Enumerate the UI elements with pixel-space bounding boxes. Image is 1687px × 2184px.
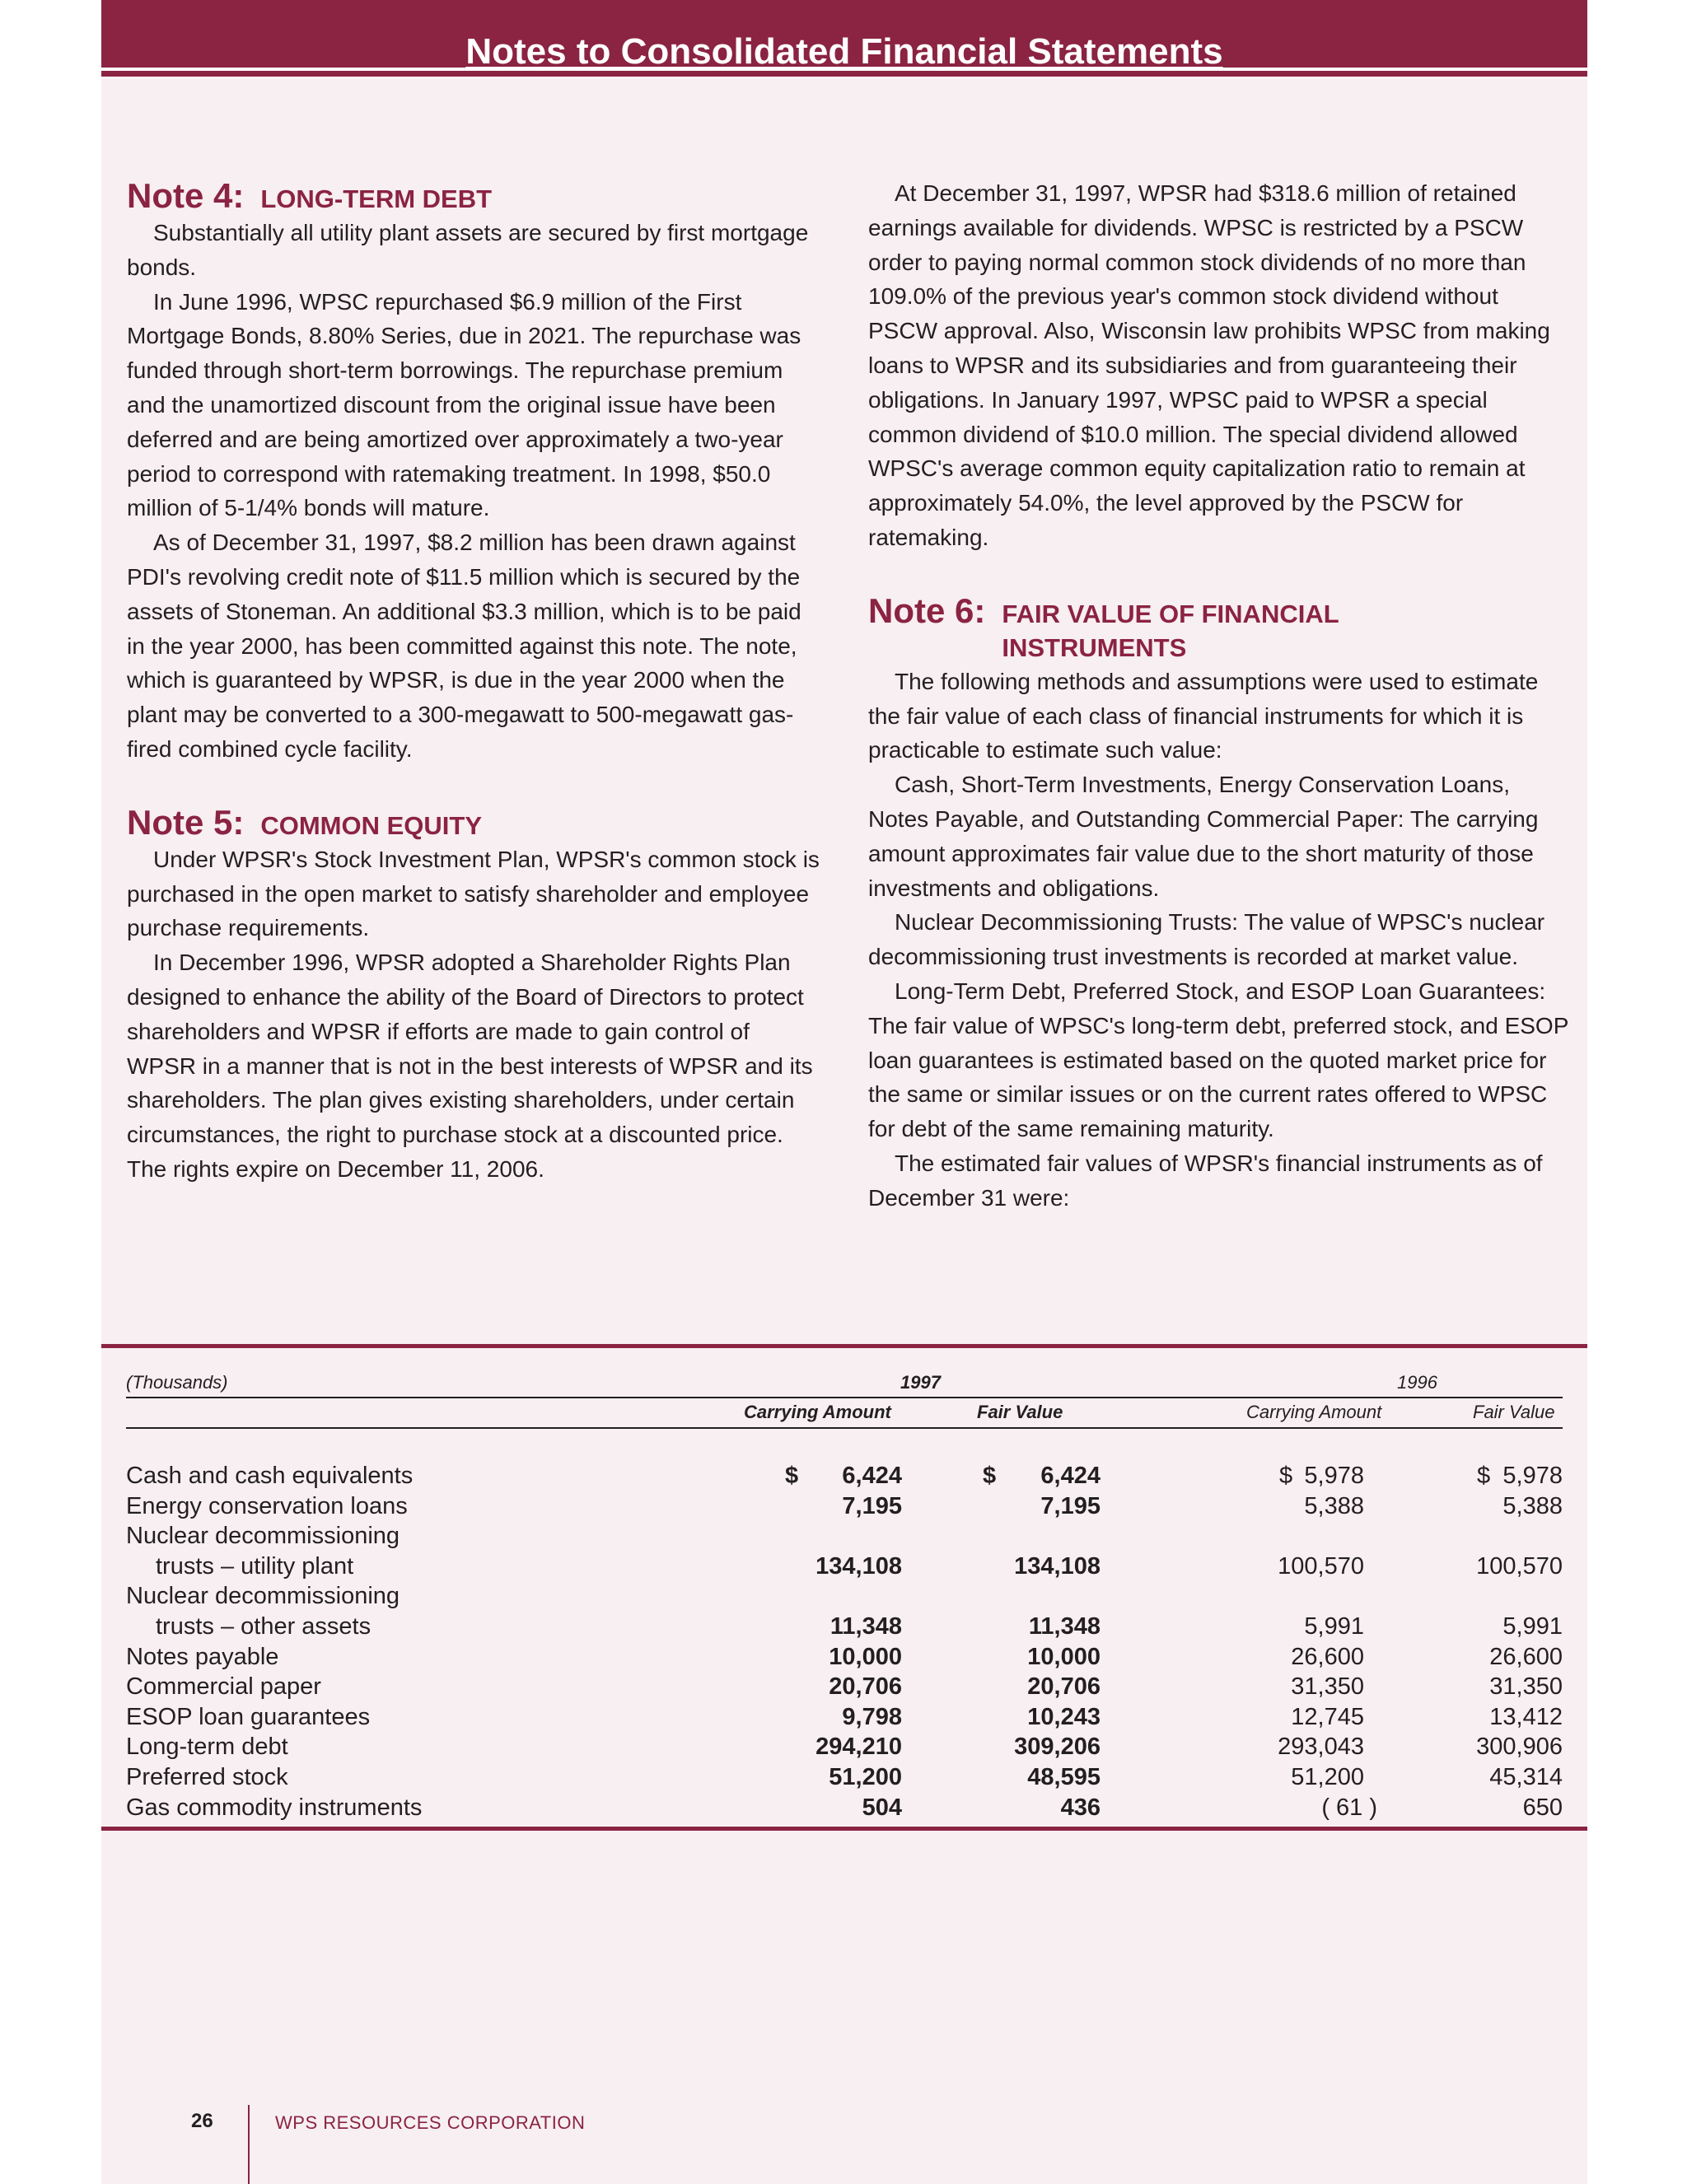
cell-fv97: 10,000 bbox=[1027, 1643, 1101, 1670]
note-6-number: Note 6: bbox=[868, 590, 986, 630]
cell-ca97: 11,348 bbox=[829, 1613, 902, 1640]
footer-company-name: WPS RESOURCES CORPORATION bbox=[275, 2112, 586, 2133]
row-label: Cash and cash equivalents bbox=[126, 1463, 414, 1489]
cell-fv97: 436 bbox=[1060, 1794, 1101, 1821]
cell-fv96: 5,978 bbox=[1502, 1463, 1563, 1489]
row-label: Notes payable bbox=[126, 1643, 279, 1670]
fair-value-table bbox=[101, 1344, 1587, 1830]
cell-fv96: 5,388 bbox=[1502, 1492, 1563, 1519]
note-4-number: Note 4: bbox=[127, 176, 245, 215]
currency-symbol: $ bbox=[1477, 1463, 1491, 1489]
table-year-1996: 1996 bbox=[1397, 1372, 1437, 1393]
currency-symbol: $ bbox=[1279, 1463, 1293, 1489]
cell-ca97: 9,798 bbox=[842, 1703, 902, 1730]
note-4-paragraph: Substantially all utility plant assets are secured by first mortgage bonds. bbox=[127, 220, 809, 280]
table-col-fair-1996: Fair Value bbox=[1473, 1402, 1555, 1422]
cell-ca97: 20,706 bbox=[829, 1673, 902, 1701]
note-4-heading bbox=[127, 176, 820, 216]
table-row bbox=[126, 1732, 1563, 1762]
note-6-paragraph: Nuclear Decommissioning Trusts: The value of WPSC's nuclear decommissioning trust investments is recorded at market value. bbox=[868, 909, 1545, 970]
cell-fv96: 31,350 bbox=[1489, 1673, 1563, 1701]
note-5-paragraph: In December 1996, WPSR adopted a Shareholder Rights Plan designed to enhance the ability of the Board of Directors to protect shareholders and WPSR if efforts are made to gain control of WPSR in a manner that is not in the best interests of WPSR and its shareholders. The plan gives existing shareholders, under certain circumstances, the right to purchase stock at a discounted price. The rights expire on December 11, 2006. bbox=[127, 950, 813, 1182]
note-6-paragraph: The following methods and assumptions were used to estimate the fair value of each class of financial instruments for which it is practicable to estimate such value: bbox=[868, 668, 1539, 763]
row-label: Gas commodity instruments bbox=[126, 1794, 423, 1821]
page-title: Notes to Consolidated Financial Statements bbox=[465, 31, 1223, 72]
row-label: Preferred stock bbox=[126, 1764, 288, 1790]
table-row bbox=[126, 1552, 1563, 1582]
cell-fv97: 134,108 bbox=[1014, 1552, 1101, 1580]
row-label: ESOP loan guarantees bbox=[126, 1703, 371, 1730]
table-subheader-rule bbox=[126, 1427, 1563, 1429]
note-5-title: COMMON EQUITY bbox=[260, 810, 483, 840]
row-label: Energy conservation loans bbox=[126, 1492, 408, 1519]
note-6-paragraph: Cash, Short-Term Investments, Energy Conservation Loans, Notes Payable, and Outstanding Commercial Paper: The carrying amount approximates fair value due to the short maturity of those investments and obligations. bbox=[868, 772, 1539, 901]
cell-fv97: 11,348 bbox=[1028, 1613, 1101, 1640]
table-row bbox=[126, 1793, 1563, 1823]
cell-ca96: 26,600 bbox=[1291, 1643, 1364, 1670]
cell-ca96: 31,350 bbox=[1291, 1673, 1364, 1701]
row-label: Nuclear decommissioning bbox=[126, 1583, 400, 1610]
table-col-carrying-1997: Carrying Amount bbox=[744, 1402, 891, 1422]
left-column bbox=[127, 176, 820, 1187]
cell-ca96: ( 61 ) bbox=[1321, 1794, 1377, 1821]
note-6-paragraph: The estimated fair values of WPSR's financial instruments as of December 31 were: bbox=[868, 1150, 1543, 1211]
cell-fv97: 6,424 bbox=[1040, 1463, 1101, 1489]
cell-ca96: 293,043 bbox=[1278, 1734, 1364, 1761]
footer-divider bbox=[248, 2105, 250, 2184]
cell-ca96: 5,991 bbox=[1304, 1613, 1364, 1640]
cell-ca97: 7,195 bbox=[842, 1492, 902, 1519]
cell-fv97: 7,195 bbox=[1040, 1492, 1101, 1519]
table-row bbox=[126, 1672, 1563, 1702]
cell-ca97: 294,210 bbox=[815, 1734, 902, 1761]
cell-fv97: 309,206 bbox=[1014, 1734, 1101, 1761]
table-bottom-rule bbox=[101, 1827, 1587, 1831]
cell-fv97: 20,706 bbox=[1027, 1673, 1101, 1701]
table-row bbox=[126, 1461, 1563, 1491]
table-row bbox=[126, 1521, 1563, 1552]
row-label: trusts – other assets bbox=[156, 1613, 372, 1640]
cell-fv96: 300,906 bbox=[1476, 1734, 1563, 1761]
table-row bbox=[126, 1702, 1563, 1733]
cell-fv96: 5,991 bbox=[1502, 1613, 1563, 1640]
note-4-paragraph: As of December 31, 1997, $8.2 million has been drawn against PDI's revolving credit note of $11.5 million which is secured by the assets of Stoneman. An additional $3.3 million, which is to be paid in the year 2000, has been committed against this note. The note, which is guaranteed by WPSR, is due in the year 2000 when the plant may be converted to a 300-megawatt to 500-megawatt gas-fired combined cycle facility. bbox=[127, 530, 801, 762]
table-year-1997: 1997 bbox=[900, 1372, 941, 1393]
cell-ca96: 5,978 bbox=[1304, 1463, 1364, 1489]
note-5-heading bbox=[127, 803, 820, 842]
cell-ca96: 5,388 bbox=[1304, 1492, 1364, 1519]
table-col-fair-1997: Fair Value bbox=[977, 1402, 1063, 1422]
row-label: trusts – utility plant bbox=[156, 1552, 354, 1580]
row-label: Nuclear decommissioning bbox=[126, 1523, 400, 1550]
cell-ca96: 12,745 bbox=[1291, 1703, 1364, 1730]
cell-ca96: 100,570 bbox=[1278, 1552, 1364, 1580]
table-header-rule bbox=[126, 1397, 1563, 1398]
table-row bbox=[126, 1612, 1563, 1642]
table-row bbox=[126, 1762, 1563, 1793]
note-6-paragraph: Long-Term Debt, Preferred Stock, and ESOP Loan Guarantees: The fair value of WPSC's long-term debt, preferred stock, and ESOP loan guarantees is estimated based on the quoted market price for the same or similar issues or on the current rates offered to WPSC for debt of the same remaining maturity. bbox=[868, 978, 1568, 1142]
page-number: 26 bbox=[191, 2110, 213, 2132]
cell-fv96: 45,314 bbox=[1489, 1764, 1563, 1790]
table-row bbox=[126, 1581, 1563, 1612]
cell-ca97: 504 bbox=[862, 1794, 902, 1821]
cell-ca97: 134,108 bbox=[815, 1552, 902, 1580]
note-6-heading bbox=[868, 591, 1568, 665]
note-5-continued-paragraph: At December 31, 1997, WPSR had $318.6 million of retained earnings available for dividends. WPSC is restricted by a PSCW order to paying normal common stock dividends of no more than 109.0% of the previous year's common stock dividend without PSCW approval. Also, Wisconsin law prohibits WPSC from making loans to WPSR and its subsidiaries and from guaranteeing their obligations. In January 1997, WPSC paid to WPSR a special common dividend of $10.0 million. The special dividend allowed WPSC's average common equity capitalization ratio to remain at approximately 54.0%, the level approved by the PSCW for ratemaking. bbox=[868, 180, 1550, 550]
cell-fv96: 100,570 bbox=[1476, 1552, 1563, 1580]
table-col-carrying-1996: Carrying Amount bbox=[1246, 1402, 1382, 1422]
note-4-paragraph: In June 1996, WPSC repurchased $6.9 million of the First Mortgage Bonds, 8.80% Series, due in 2021. The repurchase was funded through short-term borrowings. The repurchase premium and the unamortized discount from the original issue have been deferred and are being amortized over approximately a two-year period to correspond with ratemaking treatment. In 1998, $50.0 million of 5-1/4% bonds will mature. bbox=[127, 288, 801, 521]
row-label: Commercial paper bbox=[126, 1673, 321, 1701]
row-label: Long-term debt bbox=[126, 1734, 288, 1761]
table-unit-label: (Thousands) bbox=[126, 1372, 228, 1393]
right-column bbox=[868, 176, 1568, 1216]
cell-fv97: 10,243 bbox=[1027, 1703, 1101, 1730]
note-5-number: Note 5: bbox=[127, 802, 245, 842]
cell-fv96: 13,412 bbox=[1489, 1703, 1563, 1730]
table-top-rule bbox=[101, 1344, 1587, 1348]
currency-symbol: $ bbox=[785, 1463, 799, 1489]
table-row bbox=[126, 1491, 1563, 1522]
cell-ca96: 51,200 bbox=[1291, 1764, 1364, 1790]
cell-ca97: 51,200 bbox=[829, 1764, 902, 1790]
note-6-title: FAIR VALUE OF FINANCIAL INSTRUMENTS bbox=[1002, 599, 1339, 662]
cell-fv97: 48,595 bbox=[1027, 1764, 1101, 1790]
cell-ca97: 10,000 bbox=[829, 1643, 902, 1670]
cell-fv96: 26,600 bbox=[1489, 1643, 1563, 1670]
currency-symbol: $ bbox=[983, 1463, 997, 1489]
note-5-paragraph: Under WPSR's Stock Investment Plan, WPSR's common stock is purchased in the open market to satisfy shareholder and employee purchase requirements. bbox=[127, 846, 820, 941]
note-4-title: LONG-TERM DEBT bbox=[260, 184, 493, 213]
table-row bbox=[126, 1642, 1563, 1673]
cell-fv96: 650 bbox=[1522, 1794, 1563, 1821]
cell-ca97: 6,424 bbox=[842, 1463, 902, 1489]
